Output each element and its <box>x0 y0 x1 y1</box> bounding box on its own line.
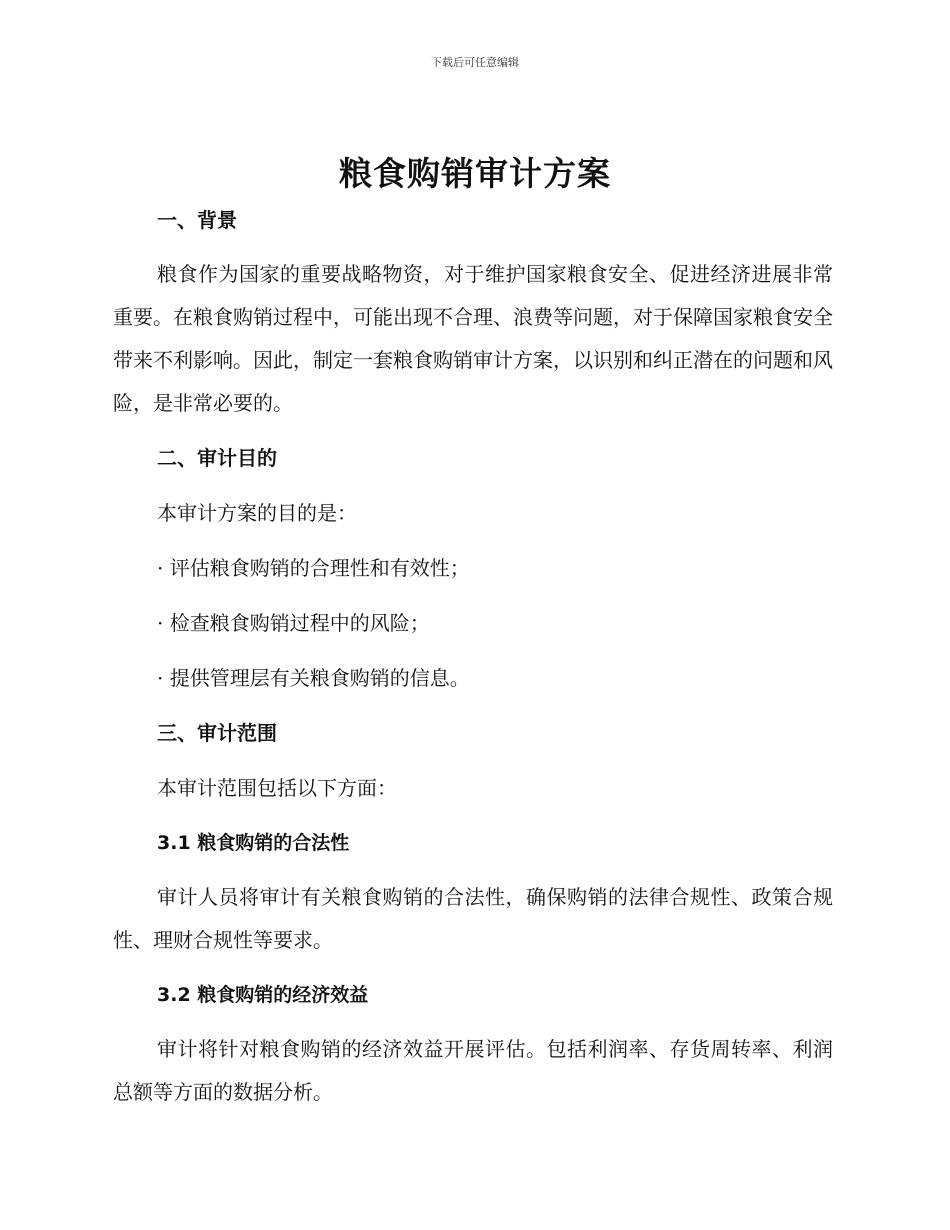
purpose-intro: 本审计方案的目的是： <box>157 501 357 525</box>
subsection-heading-economic-benefit: 3.2 粮食购销的经济效益 <box>157 984 369 1006</box>
scope-intro: 本审计范围包括以下方面： <box>157 776 397 800</box>
subsection-heading-legality: 3.1 粮食购销的合法性 <box>157 832 350 854</box>
section-heading-purpose: 二、审计目的 <box>157 446 277 470</box>
purpose-item: · 提供管理层有关粮食购销的信息。 <box>157 666 470 690</box>
header-note: 下载后可任意编辑 <box>431 56 519 69</box>
legality-paragraph: 审计人员将审计有关粮食购销的合法性，确保购销的法律合规性、政策合规性、理财合规性等要求。 <box>113 885 833 952</box>
purpose-item: · 检查粮食购销过程中的风险； <box>157 611 430 635</box>
section-heading-scope: 三、审计范围 <box>157 721 277 745</box>
background-paragraph: 粮食作为国家的重要战略物资，对于维护国家粮食安全、促进经济进展非常重要。在粮食购销过程中，可能出现不合理、浪费等问题，对于保障国家粮食安全带来不利影响。因此，制定一套粮食购销审计方案，以识别和纠正潜在的问题和风险，是非常必要的。 <box>113 262 833 415</box>
economic-benefit-paragraph: 审计将针对粮食购销的经济效益开展评估。包括利润率、存货周转率、利润总额等方面的数据分析。 <box>113 1037 833 1104</box>
section-heading-background: 一、背景 <box>157 208 237 232</box>
purpose-item: · 评估粮食购销的合理性和有效性； <box>157 556 470 580</box>
document-title: 粮食购销审计方案 <box>339 154 611 193</box>
document-body <box>113 198 833 1114</box>
